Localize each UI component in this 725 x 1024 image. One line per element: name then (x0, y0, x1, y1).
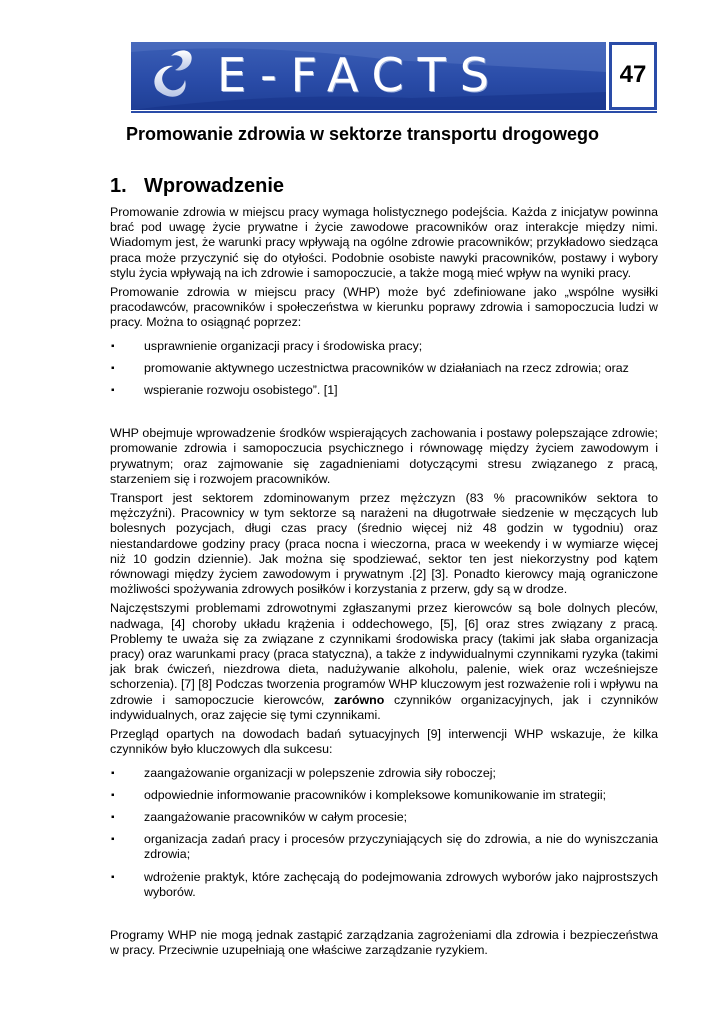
list-item: ▪ promowanie aktywnego uczestnictwa pracowników w działaniach na rzecz zdrowia; oraz (110, 361, 658, 376)
section-title: Wprowadzenie (144, 175, 285, 197)
efacts-banner (131, 42, 606, 110)
list-item: ▪ odpowiednie informowanie pracowników i kompleksowe komunikowanie im strategii; (110, 788, 658, 803)
section-number: 1. (110, 175, 127, 197)
spacer (110, 408, 658, 426)
paragraph-whp-scope: WHP obejmuje wprowadzenie środków wspierających zachowania i postawy polepszające zdrowie; promowanie zdrowia i samopoczucia psychicznego i równowagę między życiem zawodowym i prywatnym; oraz zajmowanie się zagadnieniami dotyczącymi stresu związanego z pracą, starzeniem się i rozwojem pracowników. (110, 426, 658, 486)
list-item: ▪ zaangażowanie pracowników w całym procesie; (110, 810, 658, 825)
paragraph-conclusion: Programy WHP nie mogą jednak zastąpić zarządzania zagrożeniami dla zdrowia i bezpieczeństwa w pracy. Przeciwnie uzupełniają one właściwe zarządzanie ryzykiem. (110, 927, 658, 958)
bullet-list-success-factors (110, 766, 658, 900)
issue-number: 47 (619, 61, 647, 88)
paragraph-text: Najczęstszymi problemami zdrowotnymi zgłaszanymi przez kierowców są bole dolnych pleców, nadwaga, [4] choroby układu krążenia i oddechowego, [5], [6] oraz stres związany z pracą. Problemy te uważa się za związane z czynnikami środowiska pracy (takimi jak słaba organizacja pracy) oraz warunkami pracy (praca statyczna), a także z indywidualnymi czynnikami ryzyka (takimi jak brak ćwiczeń, niezdrowa dieta, nadużywanie alkoholu, palenie, wiek oraz wcześniejsze schorzenia). [7] [8] Podczas tworzenia programów WHP kluczowym jest rozważenie roli i wpływu na zdrowie i samopoczucie kierowców, (110, 601, 658, 707)
page-title: Promowanie zdrowia w sektorze transportu drogowego (125, 124, 600, 144)
brand-text: E-FACTS (217, 48, 503, 102)
bold-word: zarówno (334, 692, 385, 707)
bullet-list-whp-means (110, 339, 658, 399)
paragraph-intro: Promowanie zdrowia w miejscu pracy wymaga holistycznego podejścia. Każda z inicjatyw powinna brać pod uwagę życie prywatne i życie zawodowe pracowników oraz interakcje między nimi. Wiadomym jest, że warunki pracy wpływają na ogólne zdrowie pracowników; przykładowo siedząca praca może przyczynić się do otyłości. Podobnie osobiste nawyki pracowników, postawy i wybory stylu życia wpływają na ich zdrowie i samopoczucie, a także mogą mieć wpływ na wyniki pracy. (110, 205, 658, 280)
list-item: ▪ zaangażowanie organizacji w polepszenie zdrowia siły roboczej; (110, 766, 658, 781)
list-item: ▪ wdrożenie praktyk, które zachęcają do podejmowania zdrowych wyborów jako najprostszych wyborów. (110, 870, 658, 900)
list-item: ▪ organizacja zadań pracy i procesów przyczyniających się do zdrowia, a nie do wyniszczania zdrowia; (110, 832, 658, 862)
paragraph-text: czynników organizacyjnych, jak i czynników indywidualnych, oraz zajęcie się tymi czynnikami. (110, 692, 658, 722)
list-item: ▪ usprawnienie organizacji pracy i środowiska pracy; (110, 339, 658, 354)
list-item: ▪ wspieranie rozwoju osobistego”. [1] (110, 383, 658, 398)
header-banner (131, 42, 657, 112)
header-divider (131, 111, 657, 113)
document-body (110, 205, 658, 962)
spacer (110, 910, 658, 928)
section-heading (110, 175, 284, 198)
paragraph-transport-sector: Transport jest sektorem zdominowanym przez mężczyzn (83 % pracowników sektora to mężczyźni). Pracownicy w tym sektorze są narażeni na długotrwałe siedzenie w męczących lub bolesnych pozycjach, długi czas pracy (średnio więcej niż 48 godzin w tygodniu) oraz niestandardowe godziny pracy (praca nocna i wieczorna, praca w weekendy i w wymiarze więcej niż 10 godzin dziennie). Jak można się spodziewać, sektor ten jest niekorzystny pod kątem równowagi między życiem zawodowym i prywatnym .[2] [3]. Ponadto kierowcy mają ograniczone możliwości spożywania zdrowych posiłków i korzystania z przerw, gdy są w drodze. (110, 491, 658, 597)
issue-number-box (609, 42, 657, 110)
paragraph-whp-definition: Promowanie zdrowia w miejscu pracy (WHP) może być zdefiniowane jako „wspólne wysiłki pracodawców, pracowników i społeczeństwa w kierunku poprawy zdrowia i samopoczucia ludzi w pracy. Można to osiągnąć poprzez: (110, 285, 658, 330)
paragraph-health-problems (110, 601, 658, 723)
paragraph-review: Przegląd opartych na dowodach badań sytuacyjnych [9] interwencji WHP wskazuje, że kilka czynników było kluczowych dla sukcesu: (110, 727, 658, 757)
